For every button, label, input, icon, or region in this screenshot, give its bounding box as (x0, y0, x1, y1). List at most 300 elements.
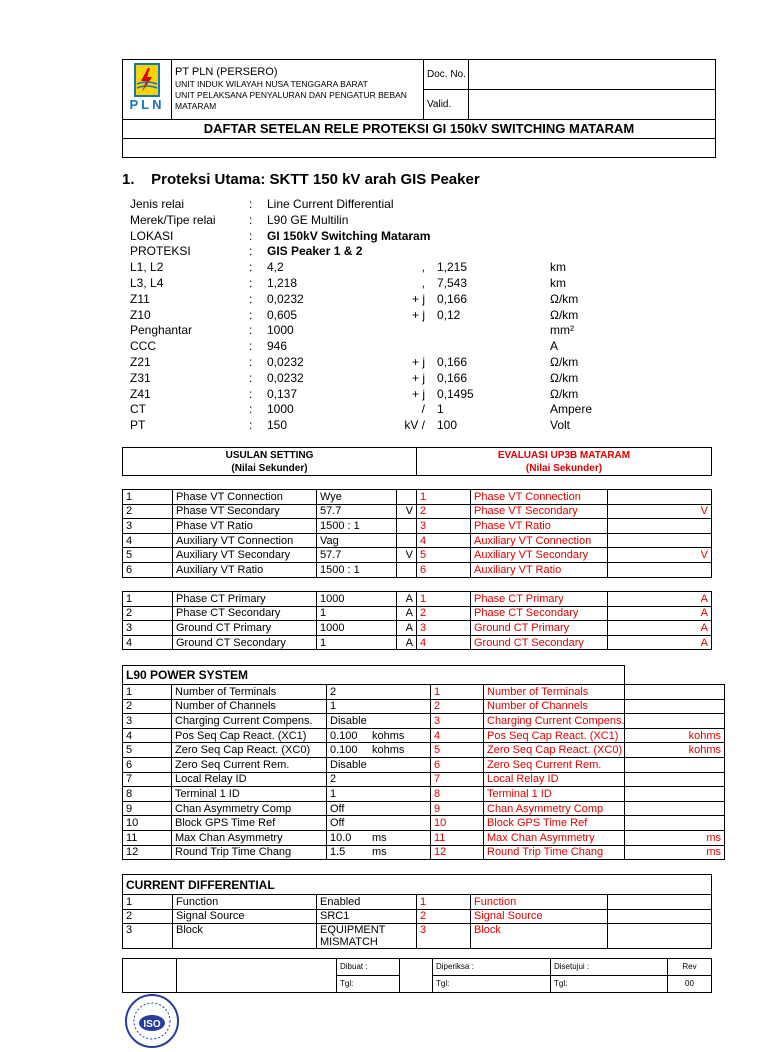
param-label: CCC (130, 339, 156, 354)
footer-cell-2 (177, 959, 337, 993)
iso-badge-icon (124, 993, 180, 1049)
eval-row-number: 2 (431, 699, 484, 714)
footer-table (122, 958, 712, 993)
setting-value-cell (327, 699, 431, 714)
eval-setting-name: Charging Current Compens. (487, 714, 625, 727)
setting-value: 1500 : 1 (317, 519, 397, 534)
setting-value: Enabled (320, 895, 361, 908)
row-number: 7 (123, 772, 172, 787)
setting-name: Number of Channels (172, 699, 327, 714)
eval-setting-name: Local Relay ID (487, 773, 559, 786)
footer-cell-3 (400, 959, 433, 993)
row-number: 6 (123, 757, 172, 772)
setting-unit: kohms (372, 744, 405, 757)
table-row (123, 895, 712, 910)
eval-setting-unit (625, 714, 725, 729)
param-colon: : (249, 402, 253, 417)
param-separator: , (421, 260, 425, 275)
param-value: 0,0232 (267, 291, 304, 306)
logo-text: PLN (129, 97, 165, 112)
eval-row-number: 2 (417, 504, 471, 519)
setting-unit: ms (372, 831, 387, 844)
setting-name: Ground CT Secondary (173, 635, 317, 650)
eval-setting-name: Zero Seq Cap React. (XC0) (487, 744, 623, 757)
setting-unit (397, 533, 417, 548)
table-row (123, 801, 725, 816)
setting-value-cell (327, 743, 431, 758)
param-value-2: 0,166 (437, 355, 468, 369)
setting-header-table (122, 447, 712, 476)
table-row (123, 606, 712, 621)
param-unit: Ω/km (550, 386, 579, 401)
blank-row (123, 139, 716, 158)
param-label: L3, L4 (130, 276, 164, 290)
setting-name: Block GPS Time Ref (172, 816, 327, 831)
table-row (123, 548, 712, 563)
row-number: 1 (123, 895, 173, 910)
eval-row-number: 7 (431, 772, 484, 787)
setting-value: 1.5 (330, 846, 346, 859)
diperiksa-label: Diperiksa : (433, 959, 551, 976)
row-number: 2 (123, 699, 172, 714)
param-unit: km (550, 276, 566, 290)
param-unit: mm² (550, 323, 574, 338)
eval-setting-name: Block (471, 924, 608, 949)
l90-table-body (123, 666, 725, 860)
param-unit: Ω/km (550, 370, 579, 385)
eval-setting-name: Ground CT Secondary (471, 635, 608, 650)
setting-value-cell (327, 845, 431, 860)
param-row (130, 259, 630, 275)
setting-unit: V (397, 504, 417, 519)
setting-name: Charging Current Compens. (172, 714, 327, 729)
row-number: 4 (123, 533, 173, 548)
eval-setting-cell (484, 772, 625, 787)
param-unit: Ω/km (550, 355, 579, 369)
eval-setting-name: Phase VT Ratio (471, 519, 608, 534)
param-row (130, 196, 630, 212)
eval-setting-unit (625, 787, 725, 802)
setting-value-cell (327, 816, 431, 831)
param-colon: : (249, 418, 253, 433)
param-row (130, 307, 630, 323)
setting-value: 1000 (317, 621, 397, 636)
param-separator: / (421, 402, 425, 417)
param-separator: + j (411, 307, 425, 322)
tgl-dibuat: Tgl: (337, 976, 400, 993)
setting-value-cell (317, 895, 417, 910)
eval-setting-cell (484, 757, 625, 772)
row-number: 3 (123, 714, 172, 729)
setting-value: 1500 : 1 (317, 562, 397, 577)
unit-name-1: UNIT INDUK WILAYAH NUSA TENGGARA BARAT (175, 79, 368, 89)
setting-value: 1 (317, 606, 397, 621)
row-number: 5 (123, 743, 172, 758)
setting-value: Wye (317, 490, 397, 505)
eval-setting-name: Phase VT Secondary (471, 504, 608, 519)
table-row (123, 592, 712, 607)
eval-setting-unit: A (608, 621, 712, 636)
eval-setting-cell (484, 714, 625, 729)
param-value-2: 0,1495 (437, 386, 474, 401)
eval-setting-unit (625, 801, 725, 816)
setting-unit (397, 490, 417, 505)
eval-setting-name: Auxiliary VT Connection (471, 533, 608, 548)
param-value: Line Current Differential (267, 197, 394, 211)
param-value: 0,137 (267, 386, 298, 401)
param-label: LOKASI (130, 228, 174, 243)
setting-value-cell (327, 787, 431, 802)
eval-setting-name: Terminal 1 ID (487, 787, 552, 800)
eval-row-number: 4 (417, 533, 471, 548)
eval-setting-name: Chan Asymmetry Comp (487, 802, 604, 815)
setting-unit: ms (372, 846, 387, 859)
setting-value: 1 (330, 700, 337, 713)
setting-name: Phase CT Primary (173, 592, 317, 607)
setting-name: Number of Terminals (172, 685, 327, 700)
l90-title-row (123, 666, 725, 685)
setting-unit: A (397, 621, 417, 636)
param-label: Z31 (130, 370, 151, 385)
row-number: 2 (123, 606, 173, 621)
eval-row-number: 1 (417, 895, 471, 910)
row-number: 2 (123, 909, 173, 924)
evaluasi-title: EVALUASI UP3B MATARAM (497, 449, 631, 461)
evaluasi-header (417, 448, 712, 476)
setting-value: 1000 (317, 592, 397, 607)
eval-row-number: 1 (417, 490, 471, 505)
row-number: 3 (123, 519, 173, 534)
setting-name: Auxiliary VT Secondary (173, 548, 317, 563)
eval-row-number: 11 (431, 830, 484, 845)
row-number: 6 (123, 562, 173, 577)
param-unit: km (550, 260, 566, 275)
eval-setting-cell (484, 728, 625, 743)
page-title: DAFTAR SETELAN RELE PROTEKSI GI 150kV SWITCHING MATARAM (123, 120, 716, 139)
rev-label: Rev (668, 959, 712, 976)
eval-setting-cell (484, 685, 625, 700)
param-value-2: 1 (437, 402, 444, 417)
eval-row-number: 8 (431, 787, 484, 802)
eval-row-number: 12 (431, 845, 484, 860)
setting-value: 2 (330, 773, 337, 786)
setting-value: 57.7 (317, 548, 397, 563)
setting-name: Phase VT Ratio (173, 519, 317, 534)
valid-value (469, 90, 716, 120)
eval-setting-cell (484, 787, 625, 802)
table-row (123, 504, 712, 519)
setting-unit: V (397, 548, 417, 563)
param-row (130, 322, 630, 338)
setting-name: Terminal 1 ID (172, 787, 327, 802)
eval-setting-unit (608, 562, 712, 577)
param-value-2: 0,12 (437, 307, 461, 322)
param-label: Z41 (130, 386, 151, 401)
eval-setting-name: Auxiliary VT Secondary (471, 548, 608, 563)
param-row (130, 275, 630, 291)
row-number: 1 (123, 490, 173, 505)
setting-name: Chan Asymmetry Comp (172, 801, 327, 816)
setting-value: Off (330, 802, 345, 815)
eval-row-number: 5 (417, 548, 471, 563)
param-row (130, 228, 630, 244)
eval-setting-value (608, 895, 712, 910)
eval-setting-unit (625, 772, 725, 787)
param-value: 1000 (267, 402, 294, 417)
cd-table-body (123, 875, 712, 949)
pln-logo (125, 62, 169, 114)
table-row (123, 714, 725, 729)
eval-row-number: 6 (431, 757, 484, 772)
setting-value: Vag (317, 533, 397, 548)
eval-setting-name: Number of Terminals (487, 685, 589, 698)
param-colon: : (249, 212, 253, 227)
setting-value: SRC1 (320, 910, 350, 923)
setting-value: 2 (330, 685, 337, 698)
eval-setting-name: Phase CT Secondary (471, 606, 608, 621)
usulan-subtitle: (Nilai Sekunder) (231, 462, 308, 474)
table-row (123, 757, 725, 772)
eval-setting-unit: kohms (625, 728, 725, 743)
rev-value: 00 (668, 976, 712, 993)
vt-table (122, 489, 712, 578)
row-number: 8 (123, 787, 172, 802)
setting-value: 10.0 (330, 831, 352, 844)
eval-row-number: 3 (417, 519, 471, 534)
param-unit: A (550, 339, 559, 354)
setting-name: Signal Source (173, 909, 317, 924)
table-row (123, 830, 725, 845)
param-separator: , (421, 276, 425, 290)
doc-no-label: Doc. No. (424, 60, 469, 90)
eval-setting-unit (625, 757, 725, 772)
eval-setting-name: Signal Source (471, 909, 608, 924)
cd-title-row (123, 875, 712, 895)
table-row (123, 772, 725, 787)
company-name: PT PLN (PERSERO) (175, 66, 278, 78)
setting-name: Round Trip Time Chang (172, 845, 327, 860)
param-colon: : (249, 323, 253, 338)
footer-cell-1 (123, 959, 177, 993)
param-value-2: 7,543 (437, 276, 468, 290)
cd-title: CURRENT DIFFERENTIAL (123, 875, 712, 895)
eval-row-number: 1 (431, 685, 484, 700)
eval-setting-name: Function (471, 895, 608, 910)
eval-setting-unit: ms (625, 845, 725, 860)
row-number: 3 (123, 924, 173, 949)
eval-row-number: 3 (417, 924, 471, 949)
param-row (130, 370, 630, 386)
param-label: Z10 (130, 307, 151, 322)
param-separator: + j (411, 370, 425, 385)
setting-unit (397, 562, 417, 577)
param-value: 1,218 (267, 276, 298, 290)
setting-name: Ground CT Primary (173, 621, 317, 636)
param-label: PT (130, 418, 146, 433)
param-colon: : (249, 355, 253, 369)
eval-setting-value (608, 909, 712, 924)
eval-row-number: 10 (431, 816, 484, 831)
ct-table-body (123, 592, 712, 650)
eval-row-number: 4 (417, 635, 471, 650)
setting-name: Pos Seq Cap React. (XC1) (172, 728, 327, 743)
param-row (130, 291, 630, 307)
setting-value-cell (327, 685, 431, 700)
valid-label: Valid. (424, 90, 469, 120)
eval-row-number: 9 (431, 801, 484, 816)
setting-value: Off (330, 817, 345, 830)
eval-setting-unit: kohms (625, 743, 725, 758)
param-separator: + j (411, 355, 425, 369)
eval-setting-cell (484, 699, 625, 714)
param-row (130, 386, 630, 402)
eval-setting-value (608, 924, 712, 949)
param-row (130, 338, 630, 354)
param-colon: : (249, 260, 253, 275)
row-number: 10 (123, 816, 172, 831)
param-separator: + j (411, 291, 425, 306)
param-value: 0,605 (267, 307, 298, 322)
setting-value-cell (327, 714, 431, 729)
table-row (123, 787, 725, 802)
param-value: 946 (267, 339, 288, 354)
ct-table (122, 591, 712, 650)
row-number: 2 (123, 504, 173, 519)
setting-name: Function (173, 895, 317, 910)
eval-setting-name: Zero Seq Current Rem. (487, 758, 602, 771)
param-value-2: 100 (437, 418, 458, 433)
param-value-2: 1,215 (437, 260, 468, 275)
eval-row-number: 2 (417, 606, 471, 621)
eval-setting-unit (625, 816, 725, 831)
unit-name-3: MATARAM (175, 101, 217, 111)
setting-name: Phase VT Connection (173, 490, 317, 505)
eval-setting-name: Number of Channels (487, 700, 588, 713)
setting-unit: A (397, 606, 417, 621)
eval-setting-name: Auxiliary VT Ratio (471, 562, 608, 577)
param-value: GIS Peaker 1 & 2 (267, 244, 363, 259)
eval-row-number: 6 (417, 562, 471, 577)
param-colon: : (249, 244, 253, 259)
disetujui-label: Disetujui : (551, 959, 668, 976)
setting-value: Disable (330, 758, 367, 771)
eval-row-number: 2 (417, 909, 471, 924)
param-colon: : (249, 386, 253, 401)
setting-name: Block (173, 924, 317, 949)
company-cell (172, 60, 424, 120)
row-number: 4 (123, 635, 173, 650)
eval-setting-cell (484, 743, 625, 758)
setting-name: Zero Seq Cap React. (XC0) (172, 743, 327, 758)
eval-row-number: 5 (431, 743, 484, 758)
section-heading: 1. Proteksi Utama: SKTT 150 kV arah GIS Peaker (122, 171, 480, 188)
tgl-diperiksa: Tgl: (433, 976, 551, 993)
usulan-title: USULAN SETTING (225, 449, 314, 461)
eval-setting-unit: A (608, 592, 712, 607)
setting-value: 1 (330, 787, 337, 800)
param-separator: kV / (404, 418, 425, 433)
param-label: Merek/Tipe relai (130, 212, 216, 227)
param-colon: : (249, 291, 253, 306)
eval-setting-cell (484, 830, 625, 845)
table-row (123, 533, 712, 548)
setting-unit: A (397, 635, 417, 650)
param-row (130, 243, 630, 259)
svg-text:ISO: ISO (143, 1019, 161, 1030)
table-row (123, 635, 712, 650)
unit-name-2: UNIT PELAKSANA PENYALURAN DAN PENGATUR BEBAN (175, 90, 407, 100)
param-colon: : (249, 307, 253, 322)
param-value: 4,2 (267, 260, 284, 275)
setting-unit: kohms (372, 729, 405, 742)
evaluasi-subtitle: (Nilai Sekunder) (525, 462, 603, 474)
param-colon: : (249, 228, 253, 243)
param-label: CT (130, 402, 146, 417)
param-row (130, 417, 630, 433)
setting-unit (397, 519, 417, 534)
param-colon: : (249, 276, 253, 290)
setting-value-cell (317, 924, 417, 949)
row-number: 4 (123, 728, 172, 743)
param-value: 0,0232 (267, 370, 304, 385)
eval-setting-unit: A (608, 635, 712, 650)
eval-setting-unit (608, 533, 712, 548)
param-unit: Ω/km (550, 307, 579, 322)
setting-name: Zero Seq Current Rem. (172, 757, 327, 772)
l90-title: L90 POWER SYSTEM (123, 666, 625, 685)
vt-table-body (123, 490, 712, 578)
setting-value-cell (327, 772, 431, 787)
eval-setting-cell (484, 845, 625, 860)
eval-setting-unit: V (608, 504, 712, 519)
param-label: PROTEKSI (130, 244, 191, 259)
eval-setting-unit: A (608, 606, 712, 621)
eval-row-number: 1 (417, 592, 471, 607)
current-differential-table (122, 874, 712, 949)
table-row (123, 685, 725, 700)
setting-name: Phase CT Secondary (173, 606, 317, 621)
row-number: 12 (123, 845, 172, 860)
table-row (123, 743, 725, 758)
eval-setting-name: Phase CT Primary (471, 592, 608, 607)
param-colon: : (249, 370, 253, 385)
setting-name: Auxiliary VT Connection (173, 533, 317, 548)
eval-setting-unit (608, 519, 712, 534)
setting-name: Max Chan Asymmetry (172, 830, 327, 845)
param-unit: Volt (550, 418, 571, 433)
eval-setting-cell (484, 816, 625, 831)
setting-value-cell (327, 801, 431, 816)
row-number: 1 (123, 592, 173, 607)
setting-value-cell (327, 728, 431, 743)
eval-setting-unit (625, 685, 725, 700)
param-label: Z11 (130, 291, 150, 306)
table-row (123, 562, 712, 577)
setting-value: EQUIPMENT (320, 924, 386, 937)
table-row (123, 728, 725, 743)
eval-row-number: 3 (417, 621, 471, 636)
param-unit: Ω/km (550, 291, 579, 306)
setting-value-cell (327, 830, 431, 845)
usulan-header (123, 448, 417, 476)
param-value: L90 GE Multilin (267, 212, 349, 227)
eval-row-number: 3 (431, 714, 484, 729)
eval-setting-unit: ms (625, 830, 725, 845)
eval-setting-name: Ground CT Primary (471, 621, 608, 636)
row-number: 11 (123, 830, 172, 845)
eval-setting-cell (484, 801, 625, 816)
eval-setting-name: Max Chan Asymmetry (487, 831, 595, 844)
